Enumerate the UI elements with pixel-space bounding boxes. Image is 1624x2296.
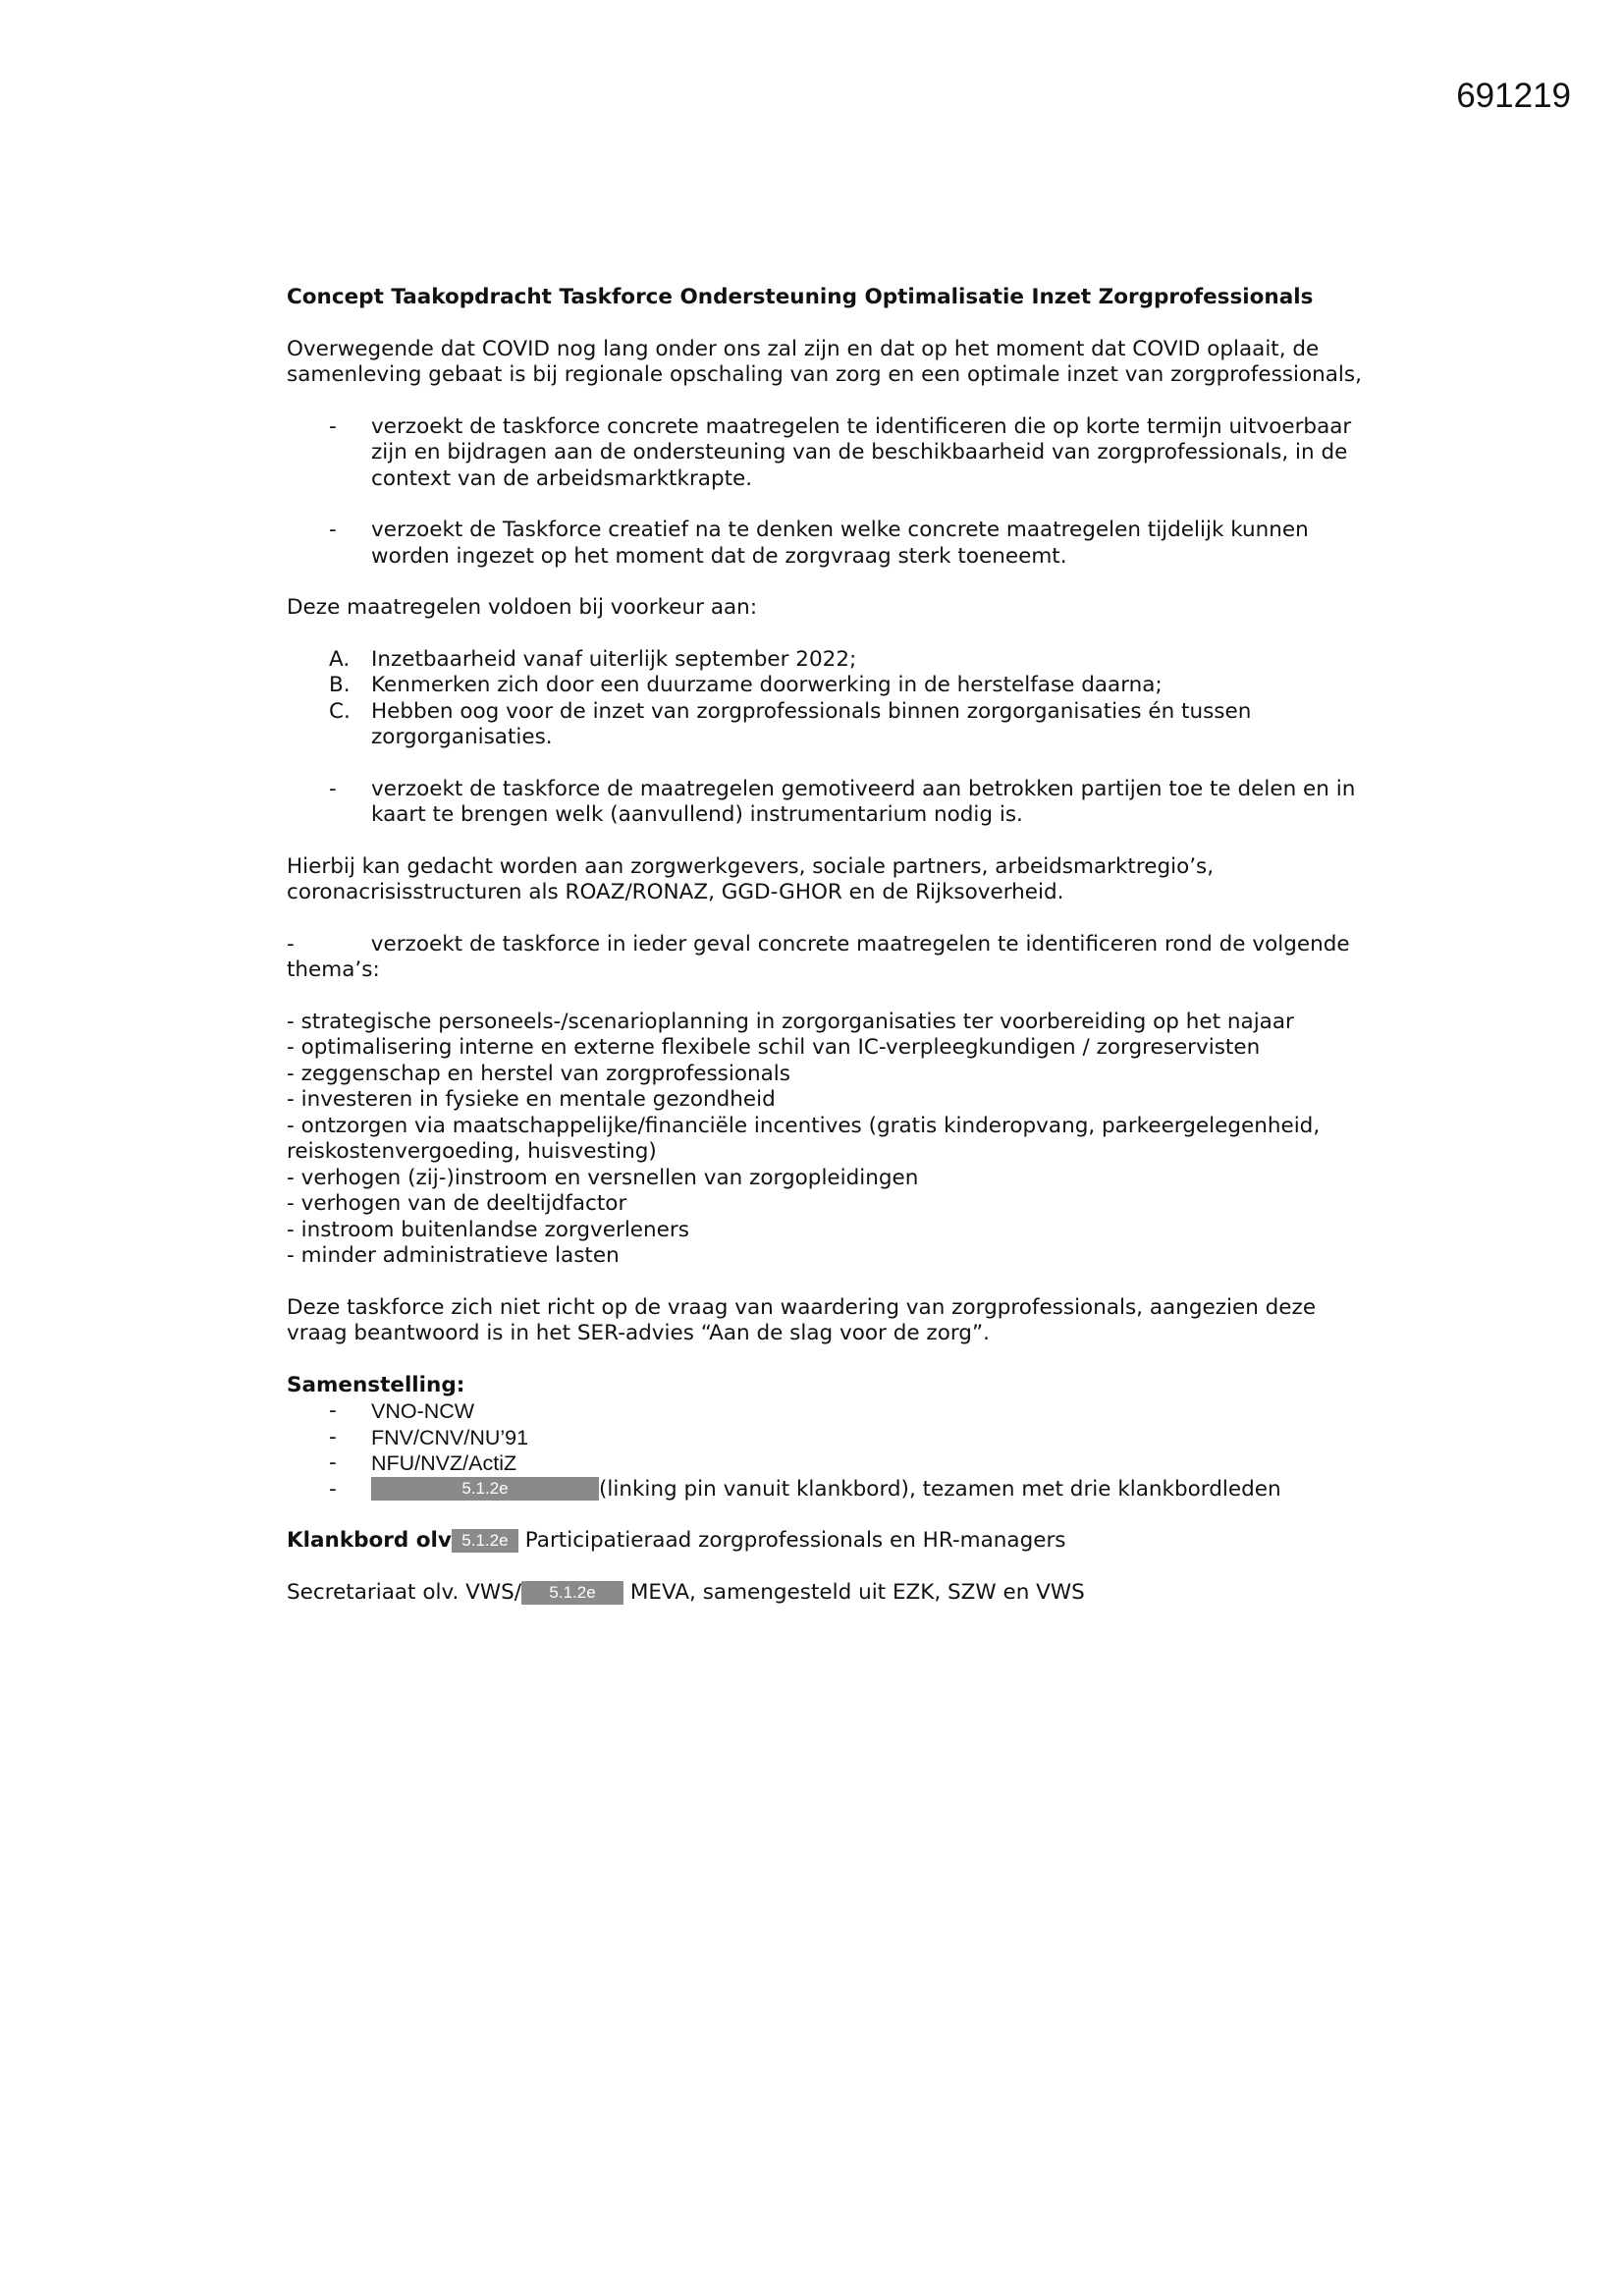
list-item: - zeggenschap en herstel van zorgprofessionals <box>287 1061 790 1086</box>
list-item: - verhogen van de deeltijdfactor <box>287 1191 627 1216</box>
linking-pin-text: (linking pin vanuit klankbord), tezamen met drie klankbordleden <box>599 1476 1281 1502</box>
samenstelling-heading: Samenstelling: <box>287 1372 465 1397</box>
dash-marker: - <box>329 413 337 439</box>
klankbord-text: Participatieraad zorgprofessionals en HR-managers <box>524 1528 1066 1553</box>
criteria-text: Hebben oog voor de inzet van zorgprofessionals binnen zorgorganisaties én tussen zorgorganisaties. <box>371 698 1252 749</box>
list-item <box>287 518 1367 570</box>
list-item: - minder administratieve lasten <box>287 1243 620 1268</box>
criteria-marker: C. <box>329 698 351 724</box>
document-title: Concept Taakopdracht Taskforce Ondersteuning Optimalisatie Inzet Zorgprofessionals <box>287 285 1314 309</box>
themes-request-text: verzoekt de taskforce in ieder geval concrete maatregelen te identificeren rond de volgende thema’s: <box>287 931 1350 982</box>
list-item: - investeren in fysieke en mentale gezondheid <box>287 1087 776 1112</box>
criteria-text: Kenmerken zich door een duurzame doorwerking in de herstelfase daarna; <box>371 673 1163 697</box>
themes-request <box>287 932 1367 984</box>
secretariaat-text: MEVA, samengesteld uit EZK, SZW en VWS <box>629 1579 1085 1605</box>
share-request-list <box>287 777 1367 829</box>
criteria-marker: B. <box>329 673 351 697</box>
redaction-box: 5.1.2e <box>371 1477 599 1501</box>
secretariaat-label: Secretariaat olv. VWS/ <box>287 1579 522 1605</box>
list-item: - optimalisering interne en externe flexibele schil van IC-verpleegkundigen / zorgreservisten <box>287 1035 1261 1060</box>
document-body <box>287 285 1367 1631</box>
parties-paragraph: Hierbij kan gedacht worden aan zorgwerkgevers, sociale partners, arbeidsmarktregio’s, coronacrisisstructuren als ROAZ/RONAZ, GGD-GHOR en de Rijksoverheid. <box>287 853 1215 904</box>
secretariaat-line <box>287 1580 1367 1607</box>
list-item: - instroom buitenlandse zorgverleners <box>287 1217 689 1242</box>
list-item: - ontzorgen via maatschappelijke/financiële incentives (gratis kinderopvang, parkeergelegenheid, reiskostenvergoeding, huisvesting) <box>287 1113 1321 1164</box>
dash-marker: - <box>329 1450 337 1475</box>
list-item <box>287 1425 1367 1451</box>
member-name: NFU/NVZ/ActiZ <box>371 1451 517 1475</box>
dash-marker: - <box>329 776 337 801</box>
list-item: - verhogen (zij-)instroom en versnellen van zorgopleidingen <box>287 1165 919 1190</box>
member-name: FNV/CNV/NU’91 <box>371 1425 529 1449</box>
list-item <box>287 699 1367 751</box>
list-item <box>287 1450 1367 1477</box>
dash-marker: - <box>329 1476 337 1502</box>
request-text: verzoekt de taskforce concrete maatregelen te identificeren die op korte termijn uitvoerbaar zijn en bijdragen aan de ondersteuning van de beschikbaarheid van zorgprofessionals, in de context van de arbeidsmarktkrapte. <box>371 413 1352 491</box>
member-name: VNO-NCW <box>371 1399 475 1423</box>
klankbord-label: Klankbord olv <box>287 1528 452 1553</box>
dash-marker: - <box>287 931 295 957</box>
klankbord-line <box>287 1528 1367 1555</box>
criteria-marker: A. <box>329 646 351 672</box>
list-item <box>287 414 1367 493</box>
intro-paragraph: Overwegende dat COVID nog lang onder ons zal zijn en dat op het moment dat COVID oplaait, de samenleving gebaat is bij regionale opschaling van zorg en een optimale inzet van zorgprofessionals, <box>287 336 1362 387</box>
list-item <box>287 777 1367 829</box>
list-item: - strategische personeels-/scenarioplanning in zorgorganisaties ter voorbereiding op het najaar <box>287 1009 1294 1034</box>
redaction-box: 5.1.2e <box>521 1581 623 1605</box>
criteria-list <box>287 647 1367 751</box>
theme-list <box>287 1010 1367 1270</box>
share-request-text: verzoekt de taskforce de maatregelen gemotiveerd aan betrokken partijen toe te delen en in kaart te brengen welk (aanvullend) instrumentarium nodig is. <box>371 776 1356 827</box>
redaction-box: 5.1.2e <box>452 1529 518 1553</box>
criteria-intro: Deze maatregelen voldoen bij voorkeur aan: <box>287 595 758 620</box>
list-item <box>287 1477 1367 1503</box>
list-item <box>287 1398 1367 1425</box>
samenstelling-list <box>287 1398 1367 1503</box>
request-list <box>287 414 1367 571</box>
request-text: verzoekt de Taskforce creatief na te denken welke concrete maatregelen tijdelijk kunnen worden ingezet op het moment dat de zorgvraag sterk toeneemt. <box>371 518 1309 569</box>
list-item <box>287 673 1367 699</box>
dash-marker: - <box>329 1424 337 1449</box>
waardering-paragraph: Deze taskforce zich niet richt op de vraag van waardering van zorgprofessionals, aangezien deze vraag beantwoord is in het SER-advies “Aan de slag voor de zorg”. <box>287 1294 1317 1345</box>
criteria-text: Inzetbaarheid vanaf uiterlijk september 2022; <box>371 646 857 672</box>
dash-marker: - <box>329 518 337 542</box>
list-item <box>287 647 1367 674</box>
document-number: 691219 <box>1456 77 1571 115</box>
dash-marker: - <box>329 1398 337 1423</box>
